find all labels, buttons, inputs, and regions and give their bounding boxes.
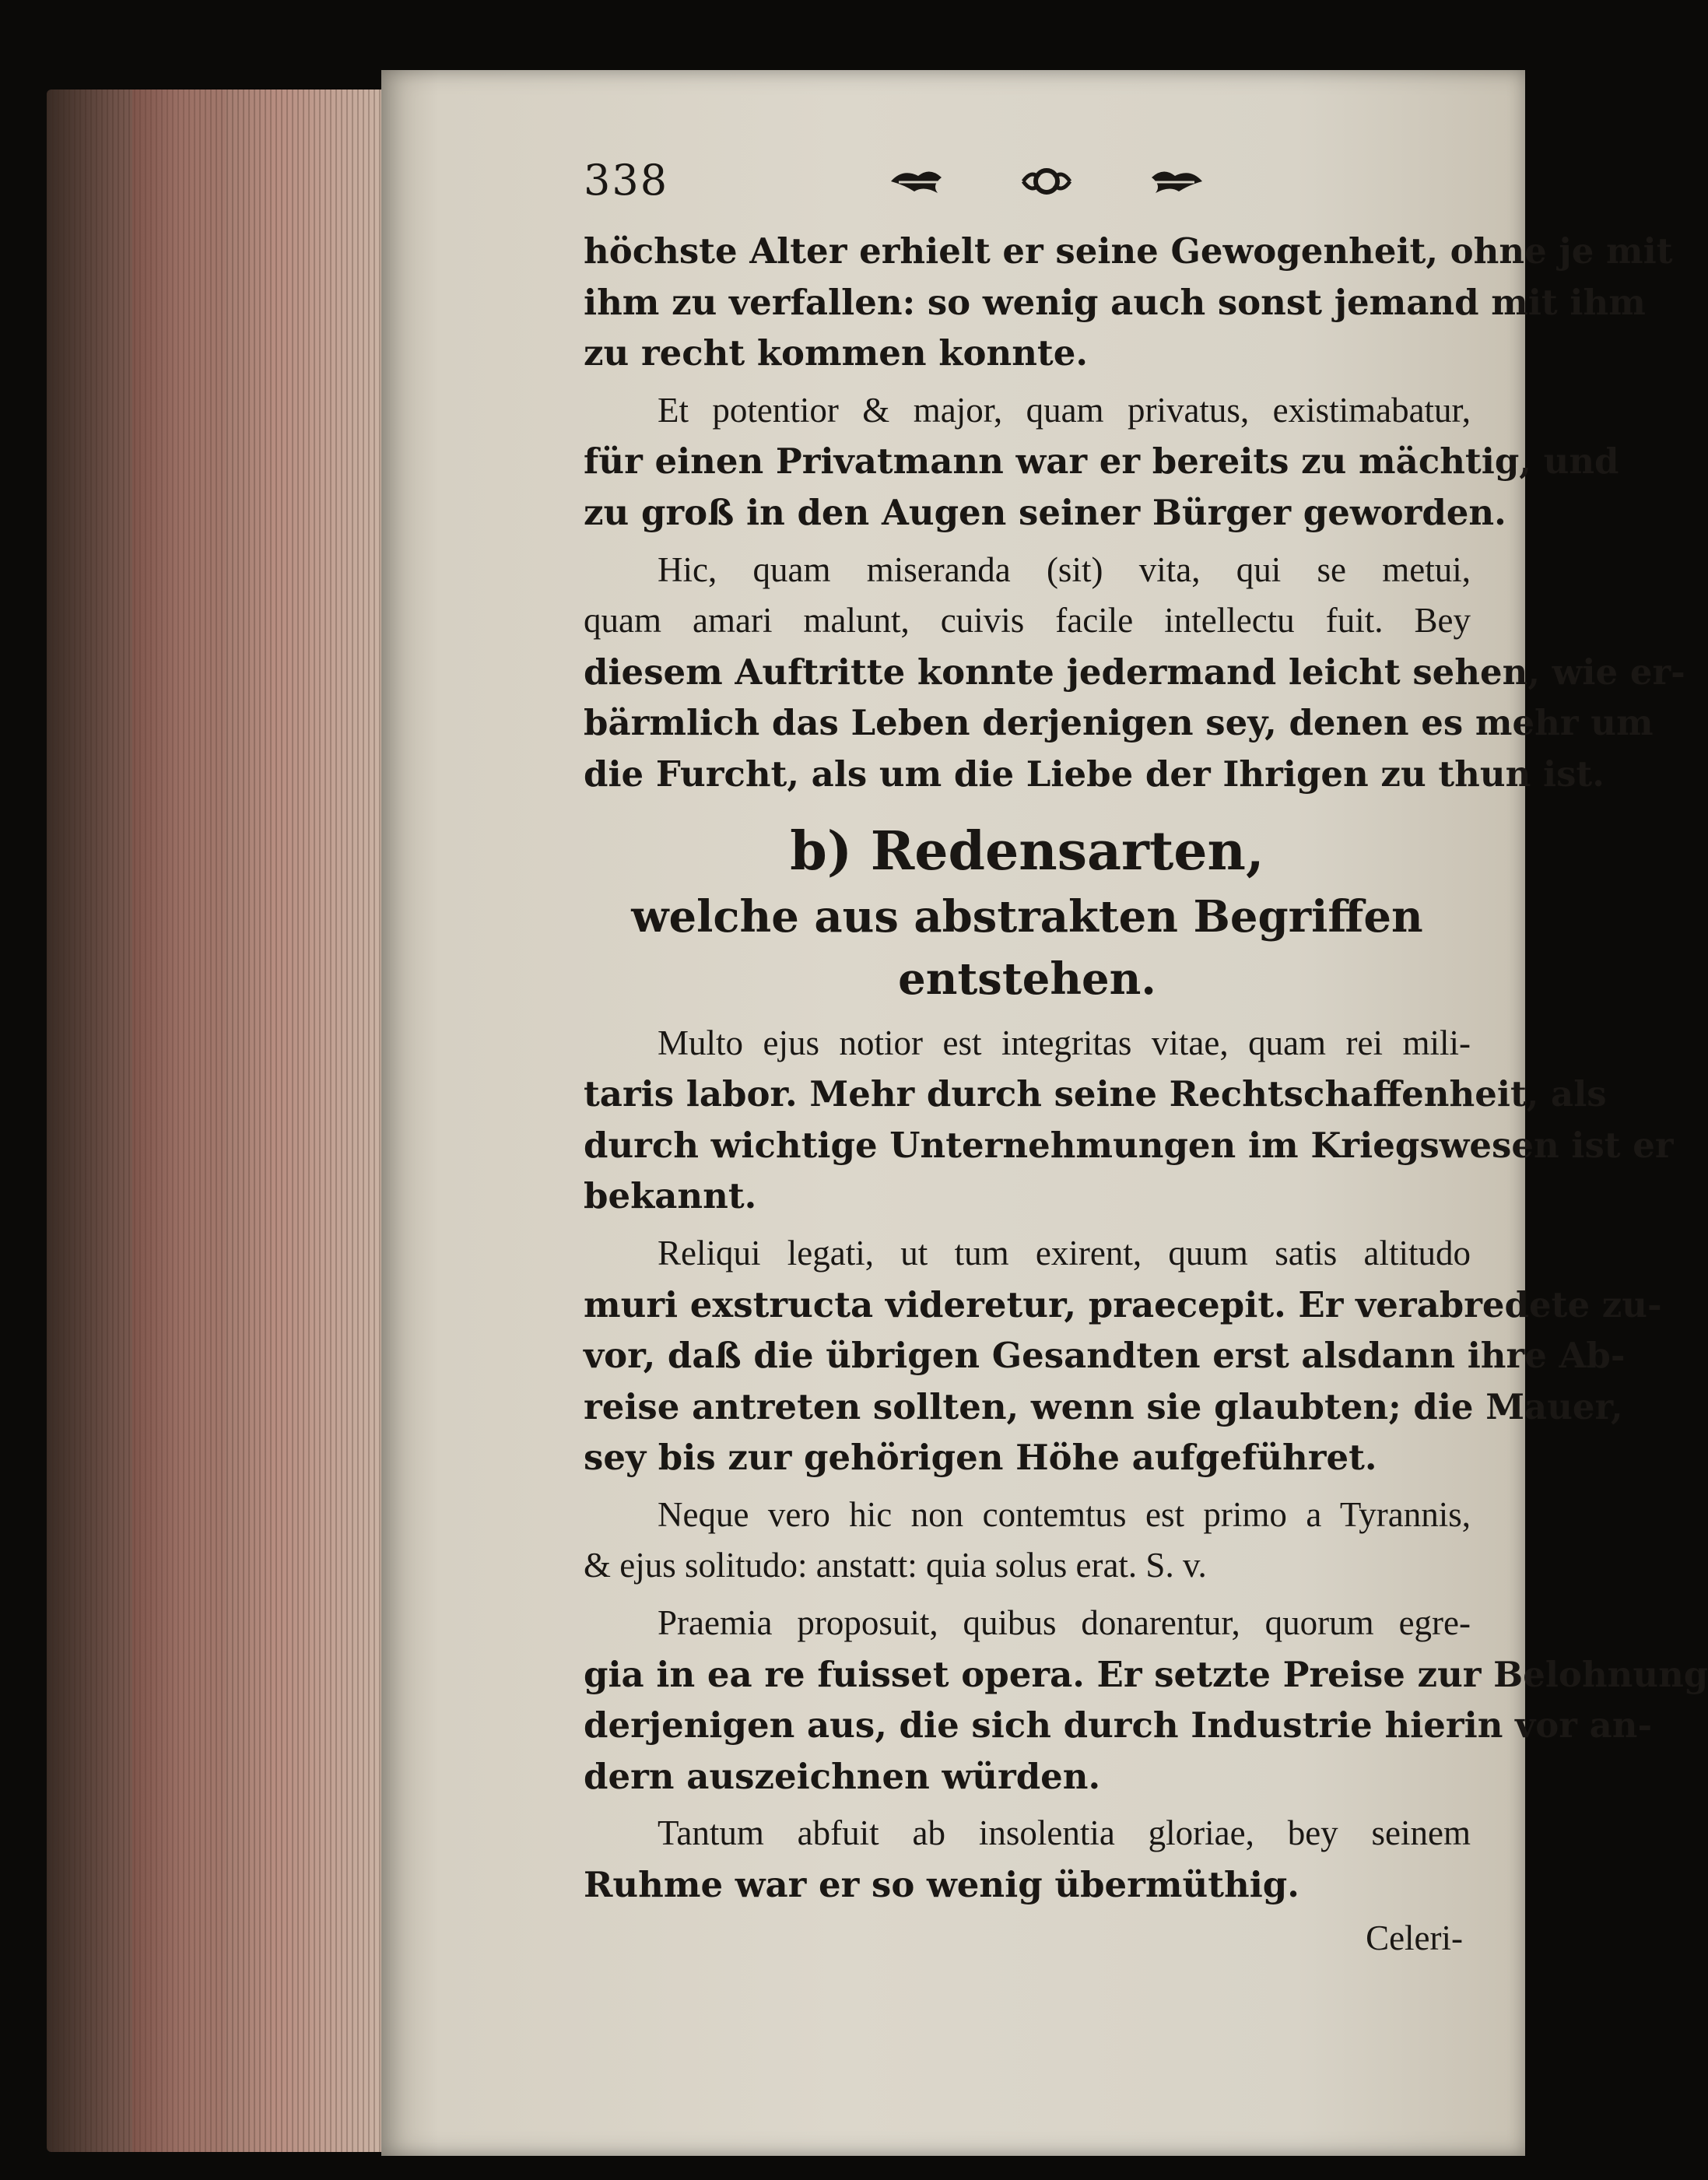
text-line: derjenigen aus, die sich durch Industrie hierin vor an- <box>584 1704 1653 1746</box>
catchword: Celeri- <box>1366 1918 1463 1957</box>
text-line: gia in ea re fuisset opera. Er setzte Preise zur Belohnung <box>584 1653 1708 1695</box>
text-line: Reliqui legati, ut tum exirent, quum satis altitudo <box>658 1233 1471 1273</box>
text-line: Et potentior & major, quam privatus, existimabatur, <box>658 390 1471 430</box>
text-line: bärmlich das Leben derjenigen sey, denen es mehr um <box>584 702 1654 744</box>
text-line: sey bis zur gehörigen Höhe aufgeführet. <box>584 1437 1377 1479</box>
text-line: diesem Auftritte konnte jedermand leicht sehen, wie er- <box>584 651 1685 693</box>
text-line: bekannt. <box>584 1175 757 1217</box>
paragraph <box>584 1228 1662 1483</box>
text-line: Neque vero hic non contemtus est primo a Tyrannis, <box>658 1494 1471 1534</box>
text-line: Praemia proposuit, quibus donarentur, quorum egre- <box>658 1603 1471 1643</box>
text-line: taris labor. Mehr durch seine Rechtschaffenheit, als <box>584 1073 1607 1115</box>
text-line: Ruhme war er so wenig übermüthig. <box>584 1864 1299 1906</box>
paragraph <box>584 226 1673 379</box>
section-heading: b) Redensarten, <box>790 820 1264 883</box>
text-line: durch wichtige Unternehmungen im Kriegswesen ist er <box>584 1124 1674 1166</box>
text-line: reise antreten sollten, wenn sie glaubten; die Mauer, <box>584 1385 1623 1427</box>
text-line: für einen Privatmann war er bereits zu mächtig, und <box>584 441 1619 483</box>
paragraph <box>584 1598 1708 1802</box>
book-page <box>381 70 1708 2156</box>
page-header <box>584 156 1471 226</box>
paragraph <box>584 1808 1471 1910</box>
text-line: quam amari malunt, cuivis facile intellectu fuit. Bey <box>584 601 1471 641</box>
page-number: 338 <box>584 156 669 205</box>
text-line: Multo ejus notior est integritas vitae, quam rei mili- <box>658 1023 1471 1062</box>
text-line: dern auszeichnen würden. <box>584 1755 1101 1797</box>
printer-ornament-icon <box>883 162 1210 201</box>
text-line: muri exstructa videretur, praecepit. Er verabredete zu- <box>584 1283 1662 1325</box>
paragraph <box>584 385 1619 539</box>
text-line: & ejus solitudo: anstatt: quia solus erat. S. v. <box>584 1546 1207 1585</box>
text-line: Tantum abfuit ab insolentia gloriae, bey seinem <box>658 1813 1471 1853</box>
text-line: zu groß in den Augen seiner Bürger geworden. <box>584 491 1506 533</box>
paragraph <box>584 1018 1674 1222</box>
section-subheading: welche aus abstrakten Begriffen entstehen. <box>631 890 1423 1005</box>
text-line: die Furcht, als um die Liebe der Ihrigen zu thun ist. <box>584 753 1605 795</box>
page-edges <box>47 90 381 2152</box>
text-line: zu recht kommen konnte. <box>584 332 1088 374</box>
paragraph <box>584 545 1685 800</box>
text-line: vor, daß die übrigen Gesandten erst alsdann ihre Ab- <box>584 1335 1626 1377</box>
paragraph <box>584 1490 1471 1592</box>
text-line: Hic, quam miseranda (sit) vita, qui se metui, <box>658 549 1471 589</box>
open-book <box>47 70 1708 2156</box>
page-text <box>584 156 1708 1965</box>
text-line: höchste Alter erhielt er seine Gewogenheit, ohne je mit <box>584 230 1673 272</box>
text-line: ihm zu verfallen: so wenig auch sonst jemand mit ihm <box>584 281 1646 323</box>
